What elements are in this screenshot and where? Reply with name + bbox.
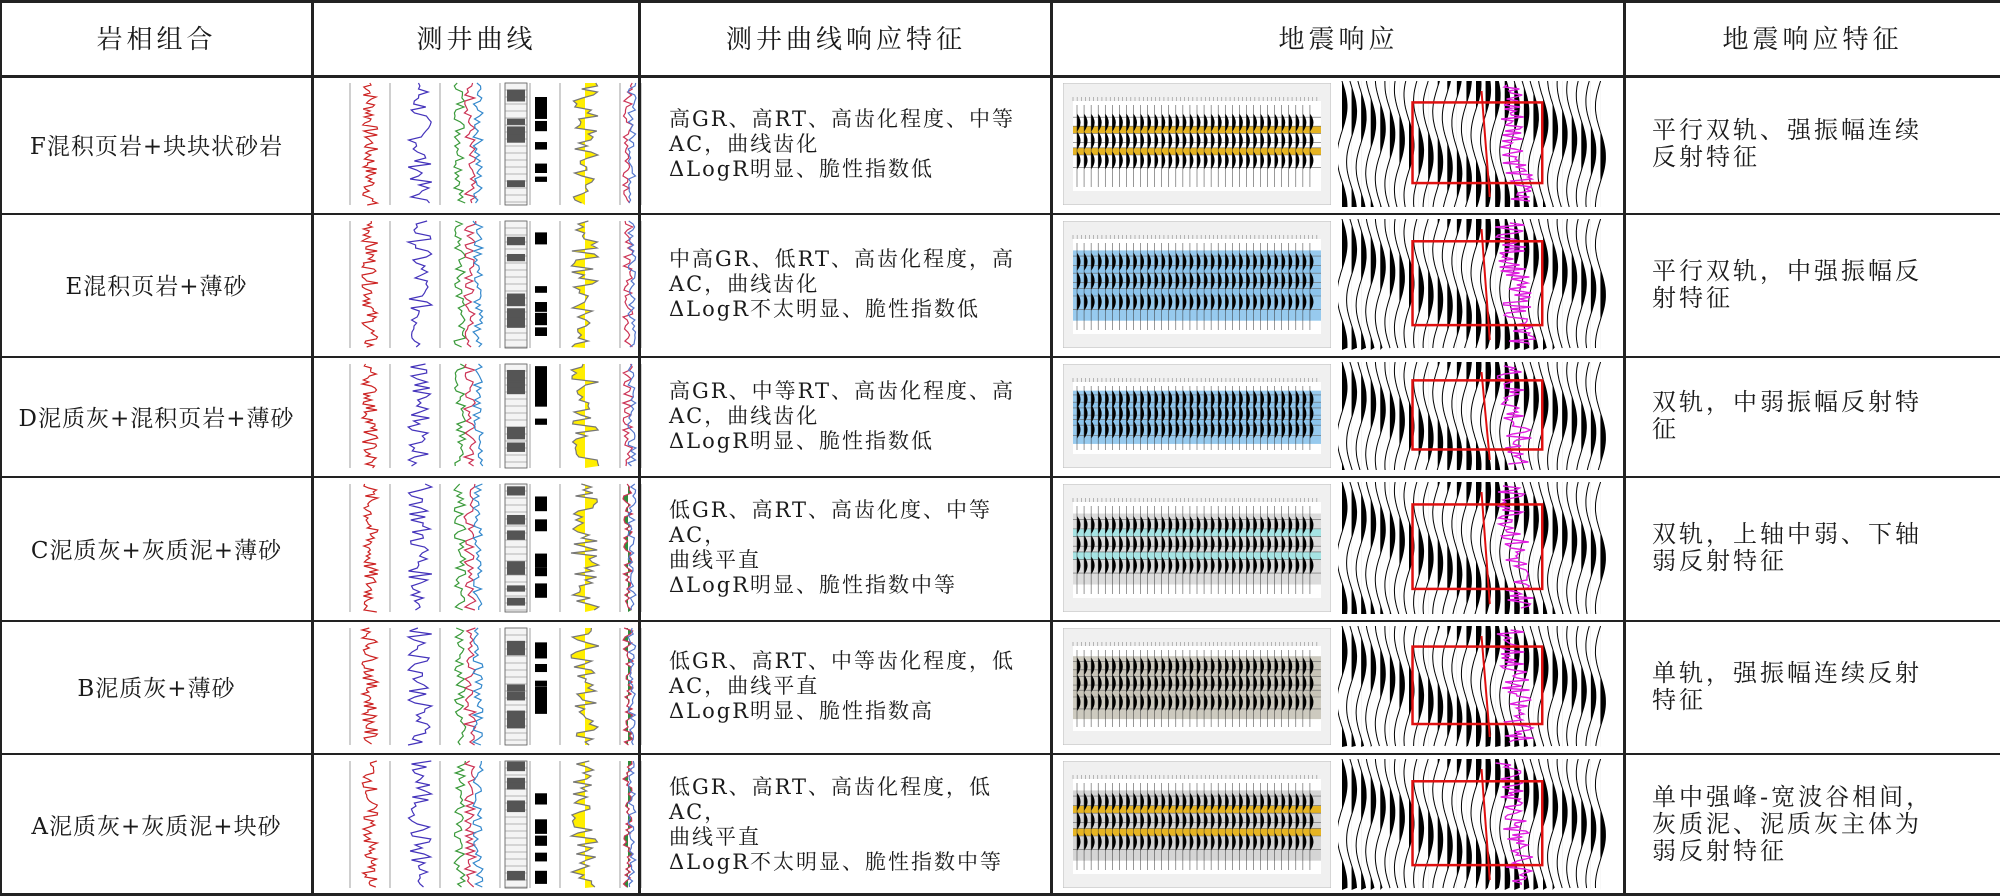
log-feature-line: 低GR、高RT、高齿化度、中等AC， <box>669 498 993 547</box>
seismic-features-E <box>1626 213 2000 356</box>
log-feature-line: AC，曲线齿化 <box>669 403 820 428</box>
header-log-curves: 测井曲线 <box>416 25 537 55</box>
seismic-features-A <box>1626 753 2000 896</box>
seismic-features-F <box>1626 75 2000 213</box>
log-feature-line: ΔLogR明显、脆性指数低 <box>669 156 935 181</box>
synthetic-seismogram-E <box>1063 221 1331 348</box>
log-feature-line: AC，曲线齿化 <box>669 272 820 296</box>
log-feature-line: ΔLogR明显、脆性指数低 <box>669 428 935 453</box>
log-feature-line: ΔLogR明显、脆性指数中等 <box>669 573 958 597</box>
log-curve-figure-D <box>330 360 642 472</box>
log-feature-line: ΔLogR不太明显、脆性指数中等 <box>669 849 1004 874</box>
log-curve-figure-E <box>330 217 642 352</box>
seismic-features-B <box>1626 620 2000 753</box>
log-features-C <box>641 476 1050 620</box>
facies-label-A: A泥质灰+灰质泥+块砂 <box>31 814 282 840</box>
facies-label-D: D泥质灰+混积页岩+薄砂 <box>18 405 295 432</box>
log-features-B <box>641 620 1050 753</box>
seismic-feature-line: 单中强峰-宽波谷相间， <box>1652 783 1934 811</box>
log-feature-line: AC，曲线齿化 <box>669 131 820 156</box>
seismic-features-D <box>1626 356 2000 476</box>
table-vline <box>1050 0 1053 896</box>
synthetic-seismogram-C <box>1063 484 1331 612</box>
log-curve-figure-A <box>330 757 642 892</box>
seismic-feature-line: 弱反射特征 <box>1652 837 1787 865</box>
log-features-E <box>641 213 1050 356</box>
seismic-section-C <box>1338 482 1614 614</box>
log-feature-line: ΔLogR不太明显、脆性指数低 <box>669 297 981 321</box>
header-seismic: 地震响应 <box>1278 25 1399 55</box>
facies-label-C: C泥质灰+灰质泥+薄砂 <box>30 537 283 564</box>
log-feature-line: 中高GR、低RT、高齿化程度，高 <box>669 247 1016 271</box>
facies-label-E: E混积页岩+薄砂 <box>65 274 248 300</box>
log-feature-line: 高GR、中等RT、高齿化程度、高 <box>669 378 1016 403</box>
log-features-A <box>641 753 1050 896</box>
log-features-D <box>641 356 1050 476</box>
seismic-feature-line: 射特征 <box>1652 283 1733 312</box>
log-feature-line: ΔLogR明显、脆性指数高 <box>669 699 935 723</box>
table-vline <box>311 0 314 896</box>
seismic-feature-line: 单轨，强振幅连续反射 <box>1652 658 1922 687</box>
header-log-features: 测井曲线响应特征 <box>725 25 966 55</box>
synthetic-seismogram-A <box>1063 761 1331 888</box>
synthetic-seismogram-B <box>1063 628 1331 745</box>
synthetic-seismogram-F <box>1063 83 1331 205</box>
log-feature-line: 低GR、高RT、高齿化程度，低AC， <box>669 774 993 824</box>
seismic-feature-line: 征 <box>1652 415 1679 443</box>
synthetic-seismogram-D <box>1063 364 1331 468</box>
header-facies: 岩相组合 <box>96 25 217 55</box>
header-seismic-features: 地震响应特征 <box>1722 25 1903 55</box>
log-curve-figure-B <box>330 624 642 749</box>
log-feature-line: 低GR、高RT、中等齿化程度，低 <box>669 649 1016 673</box>
log-curve-figure-F <box>330 79 642 209</box>
seismic-feature-line: 平行双轨，中强振幅反 <box>1652 256 1922 285</box>
seismic-feature-line: 双轨，上轴中弱、下轴 <box>1652 520 1922 548</box>
seismic-feature-line: 双轨，中弱振幅反射特 <box>1652 388 1922 416</box>
log-feature-line: AC，曲线平直 <box>669 674 820 698</box>
facies-label-F: F混积页岩+块块状砂岩 <box>29 133 284 160</box>
seismic-section-F <box>1338 81 1614 207</box>
log-feature-line: 曲线平直 <box>669 548 761 572</box>
seismic-feature-line: 平行双轨、强振幅连续 <box>1652 116 1922 144</box>
log-features-F <box>641 75 1050 213</box>
facies-label-B: B泥质灰+薄砂 <box>77 676 236 702</box>
seismic-feature-line: 特征 <box>1652 685 1706 714</box>
seismic-section-E <box>1338 219 1614 350</box>
seismic-section-A <box>1338 759 1614 890</box>
seismic-feature-line: 灰质泥、泥质灰主体为 <box>1652 810 1922 838</box>
seismic-feature-line: 弱反射特征 <box>1652 547 1787 575</box>
seismic-features-C <box>1626 476 2000 620</box>
seismic-section-B <box>1338 626 1614 747</box>
log-curve-figure-C <box>330 480 642 616</box>
log-feature-line: 高GR、高RT、高齿化程度、中等 <box>669 106 1016 131</box>
seismic-feature-line: 反射特征 <box>1652 143 1760 171</box>
log-feature-line: 曲线平直 <box>669 824 761 849</box>
seismic-section-D <box>1338 362 1614 470</box>
